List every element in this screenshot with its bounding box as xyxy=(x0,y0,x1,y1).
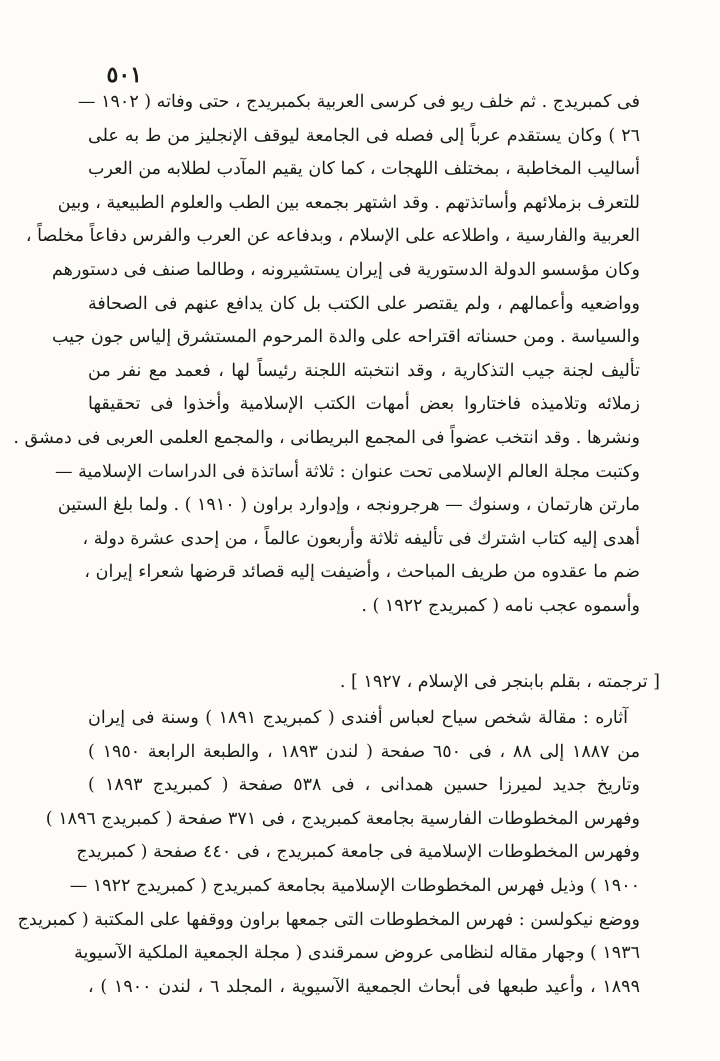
text-line: والسياسة . ومن حسناته اقتراحه على والدة المرحوم المستشرق إلياس جون جيب xyxy=(51,327,640,348)
text-line: تأليف لجنة جيب التذكارية ، وقد انتخبته اللجنة رئيساً لها ، فعمد مع نفر من xyxy=(88,360,640,381)
text-line: وكان مؤسسو الدولة الدستورية فى إيران يستشيرونه ، وطالما صنف فى دستورهم xyxy=(51,259,640,280)
text-line: أساليب المخاطبة ، بمختلف اللهجات ، كما كان يقيم المآدب لطلابه من العرب xyxy=(88,159,640,180)
text-line: وكتبت مجلة العالم الإسلامى تحت عنوان : ثلاثة أساتذة فى الدراسات الإسلامية — xyxy=(55,461,640,482)
works-paragraph xyxy=(17,702,641,1004)
text-line: ضم ما عقدوه من طريف المباحث ، وأضيفت إليه قصائد قرضها شعراء إيران ، xyxy=(84,562,640,583)
text-line: زملائه وتلاميذه فاختاروا بعض أمهات الكتب الإسلامية وأخذوا فى تحقيقها xyxy=(88,394,640,415)
text-line: وأسموه عجب نامه ( كمبريدج ١٩٢٢ ) . xyxy=(361,595,640,616)
text-line: أهدى إليه كتاب اشترك فى تأليفه ثلاثة وأربعون عالماً ، من إحدى عشرة دولة ، xyxy=(82,528,640,549)
page-number: ٥٠١ xyxy=(106,62,142,88)
works-line: ووضع نيكولسن : فهرس المخطوطات التى جمعها براون ووقفها على المكتبة ( كمبريدج xyxy=(17,909,640,930)
text-line: فى كمبريدج . ثم خلف ريو فى كرسى العربية بكمبريدج ، حتى وفاته ( ١٩٠٢ — xyxy=(78,92,640,112)
biography-paragraph xyxy=(13,86,640,624)
works-line: آثاره : مقالة شخص سياح لعباس أفندى ( كمبريدج ١٨٩١ ) وسنة فى إيران xyxy=(88,708,628,728)
text-line: العربية والفارسية ، واطلاعه على الإسلام ، وبدفاعه عن العرب والفرس دفاعاً مخلصاً ، xyxy=(25,226,640,247)
text-line: وواضعيه وأعمالهم ، ولم يقتصر على الكتب بل كان يدافع عنهم فى الصحافة xyxy=(88,293,640,314)
works-line: ١٩٠٠ ) وذيل فهرس المخطوطات الإسلامية بجامعة كمبريدج ( كمبريدج ١٩٢٢ — xyxy=(69,875,640,896)
text-line: ونشرها . وقد انتخب عضواً فى المجمع البريطانى ، والمجمع العلمى العربى فى دمشق . xyxy=(13,427,640,448)
works-line: ١٨٩٩ ، وأعيد طبعها فى أبحاث الجمعية الآسيوية ، المجلد ٦ ، لندن ١٩٠٠ ) ، xyxy=(88,976,640,997)
text-line: للتعرف بزملائهم وأساتذتهم . وقد اشتهر بجمعه بين الطب والعلوم الطبيعية ، وبين xyxy=(57,192,640,213)
text-line: مارتن هارتمان ، وسنوك — هرجرونجه ، وإدوارد براون ( ١٩١٠ ) . ولما بلغ الستين xyxy=(57,495,640,516)
works-line: من ١٨٨٧ إلى ٨٨ ، فى ٦٥٠ صفحة ( لندن ١٨٩٣ ، والطبعة الرابعة ١٩٥٠ ) xyxy=(88,741,641,762)
text-line: ٢٦ ) وكان يستقدم عرباً إلى فصله فى الجامعة ليوقف الإنجليز من ط به على xyxy=(88,125,640,146)
works-line: ١٩٣٦ ) وجهار مقاله لنظامى عروض سمرقندى ( مجلة الجمعية الملكية الآسيوية xyxy=(74,943,640,964)
reference-note: [ ترجمته ، بقلم بابنجر فى الإسلام ، ١٩٢٧ ] . xyxy=(339,672,660,692)
works-line: وفهرس المخطوطات الإسلامية فى جامعة كمبريدج ، فى ٤٤٠ صفحة ( كمبريدج xyxy=(76,842,640,863)
works-line: وفهرس المخطوطات الفارسية بجامعة كمبريدج ، فى ٣٧١ صفحة ( كمبريدج ١٨٩٦ ) xyxy=(45,808,640,829)
works-line: وتاريخ جديد لميرزا حسين همدانى ، فى ٥٣٨ صفحة ( كمبريدج ١٨٩٣ ) xyxy=(88,775,640,796)
